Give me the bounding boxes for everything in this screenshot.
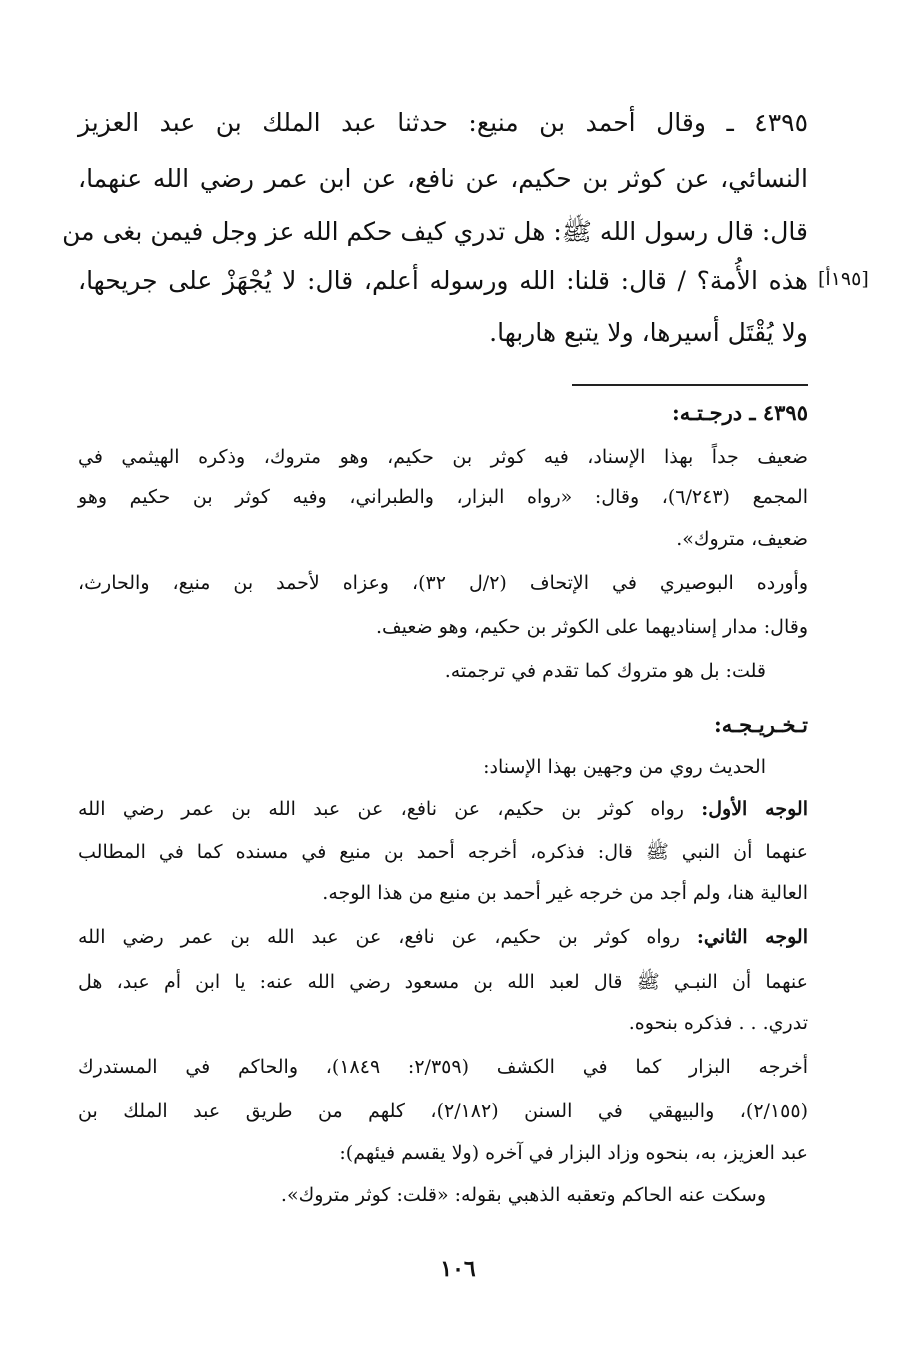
grade-heading: ٤٣٩٥ ـ درجـتـه: (671, 400, 808, 425)
hadith-line-2: النسائي، عن كوثر بن حكيم، عن نافع، عن ابن عمر رضي الله عنهما، (78, 164, 808, 193)
second-way-text-1: رواه كوثر بن حكيم، عن نافع، عن عبد الله بن عمر رضي الله (78, 926, 680, 948)
grade-line-5: وقال: مدار إسناديهما على الكوثر بن حكيم، وهو ضعيف. (375, 616, 808, 638)
grade-line-2: المجمع (٦/٢٤٣)، وقال: «رواه البزار، والطبراني، وفيه كوثر بن حكيم وهو (78, 486, 808, 508)
sources-line-4: وسكت عنه الحاكم وتعقبه الذهبي بقوله: «قلت: كوثر متروك». (280, 1184, 766, 1206)
second-way-line-3: تدري. . . فذكره بنحوه. (628, 1012, 808, 1034)
sources-line-2: (٢/١٥٥)، والبيهقي في السنن (٢/١٨٢)، كلهم من طريق عبد الملك بن (78, 1100, 808, 1122)
hadith-line-3: قال: قال رسول الله ﷺ: هل تدري كيف حكم الله عز وجل فيمن بغى من (62, 217, 808, 246)
first-way-line-3: العالية هنا، ولم أجد من خرجه غير أحمد بن منيع من هذا الوجه. (322, 882, 808, 904)
first-way-line-2: عنهما أن النبي ﷺ قال: فذكره، أخرجه أحمد بن منيع في مسنده كما في المطالب (78, 841, 808, 863)
footnote-separator (572, 384, 808, 386)
manuscript-folio-ref: [١٩٥أ] (818, 268, 869, 290)
hadith-line-4: هذه الأُمة؟ / قال: قلنا: الله ورسوله أعلم، قال: لا يُجْهَزْ على جريحها، (78, 266, 808, 295)
takhrij-heading: تـخـريـجـه: (713, 712, 808, 737)
grade-line-6: قلت: بل هو متروك كما تقدم في ترجمته. (444, 660, 766, 682)
hadith-line-5: ولا يُقْتَل أسيرها، ولا يتبع هاربها. (489, 318, 808, 347)
sources-line-1: أخرجه البزار كما في الكشف (٢/٣٥٩: ١٨٤٩)، والحاكم في المستدرك (78, 1056, 808, 1078)
takhrij-intro: الحديث روي من وجهين بهذا الإسناد: (483, 756, 766, 778)
first-way-text-1: رواه كوثر بن حكيم، عن نافع، عن عبد الله بن عمر رضي الله (78, 798, 684, 820)
sources-line-3: عبد العزيز، به، بنحوه وزاد البزار في آخره (ولا يقسم فيئهم): (339, 1142, 808, 1164)
first-way-label: الوجه الأول: (701, 798, 808, 820)
first-way-line-1 (78, 798, 808, 820)
second-way-line-1 (78, 926, 808, 948)
grade-line-4: وأورده البوصيري في الإتحاف (٢/ل ٣٢)، وعزاه لأحمد بن منيع، والحارث، (78, 572, 809, 594)
hadith-line-1: ٤٣٩٥ ـ وقال أحمد بن منيع: حدثنا عبد الملك بن عبد العزيز (78, 108, 808, 137)
second-way-label: الوجه الثاني: (696, 926, 808, 948)
grade-line-1: ضعيف جداً بهذا الإسناد، فيه كوثر بن حكيم، وهو متروك، وذكره الهيثمي في (78, 446, 808, 468)
second-way-line-2: عنهما أن النبـي ﷺ قال لعبد الله بن مسعود رضي الله عنه: يا ابن أم عبد، هل (78, 971, 808, 993)
page-number: ١٠٦ (440, 1256, 476, 1282)
grade-line-3: ضعيف، متروك». (676, 528, 808, 550)
